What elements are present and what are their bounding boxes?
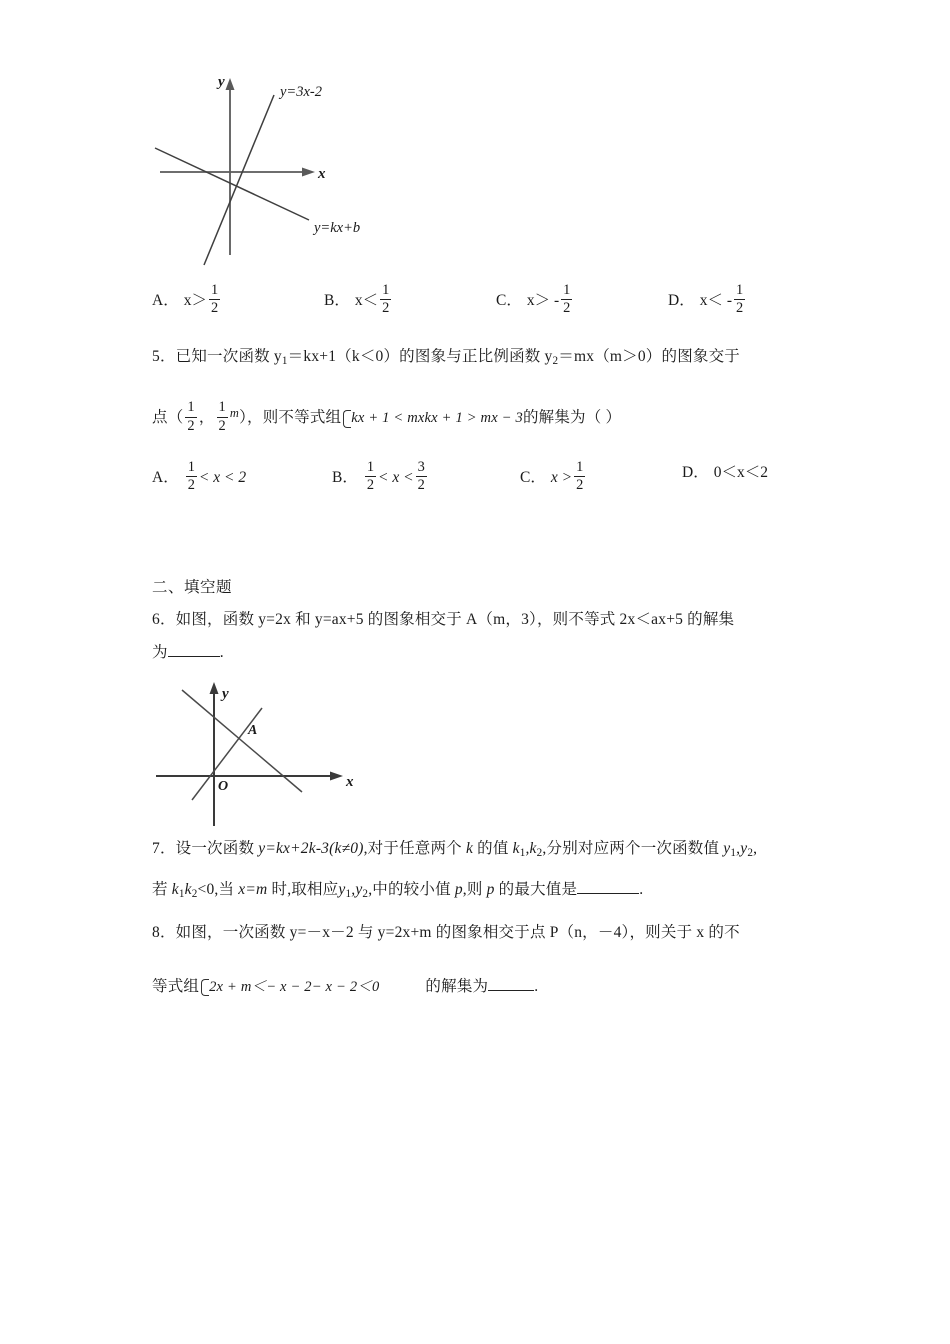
figure-two-lines-point-a (152, 676, 812, 831)
question4-options-row (152, 283, 812, 327)
question8-prefix: 等式组 (152, 978, 200, 996)
option-b-prefix: x＜ (354, 292, 379, 310)
option-b-label: B． (324, 292, 350, 310)
point-x-numerator: 1 (185, 400, 196, 417)
figure-linear-functions-intersection (152, 60, 812, 275)
q7-var-3: k (512, 839, 520, 857)
question8-line2 (152, 975, 812, 999)
option-c-sign: - (553, 292, 560, 310)
q7l2-var-3-sub: 1 (345, 888, 352, 900)
q5b-numerator1: 1 (365, 460, 376, 477)
line1-label: y=3x-2 (280, 84, 322, 100)
question5-point-y-fraction (217, 400, 228, 433)
question5-point-y-suffix: m (229, 406, 240, 421)
q7-var-3-sub2: 2 (536, 846, 543, 859)
question6-answer-suffix: . (219, 644, 224, 662)
q7l2-var-5: p (486, 880, 495, 898)
q5-option-d-text: 0＜x＜2 (713, 463, 768, 481)
q5-option-c[interactable] (520, 460, 587, 493)
question5-number: 5． (152, 348, 176, 365)
q7-seg4: ,分别对应两个一次函数值 (542, 839, 724, 857)
q7l2-seg6: 的最大值是 (494, 880, 578, 898)
question8-mid: 的解集为 (425, 978, 489, 996)
option-c-denominator: 2 (563, 300, 571, 317)
question7-line2 (152, 878, 812, 903)
q7l2-var-3: y (338, 880, 346, 898)
question5-text-a: 已知一次函数 y (175, 348, 282, 365)
point-y-denominator: 2 (218, 417, 226, 434)
option-c-fraction (561, 283, 572, 316)
option-c[interactable] (496, 283, 574, 316)
q7-seg1: 设一次函数 (175, 839, 259, 857)
option-a[interactable] (152, 283, 222, 316)
q5b-numerator2: 3 (416, 460, 427, 477)
question5-text-c: ＝mx（m＞0）的图象交于 (558, 348, 740, 365)
option-a-label: A． (152, 292, 179, 310)
line2-label: y=kx+b (314, 220, 361, 236)
q5a-numerator: 1 (186, 460, 197, 477)
option-d[interactable] (668, 283, 747, 316)
option-d-label: D． (668, 292, 695, 310)
q7l2-end: . (639, 880, 644, 898)
option-d-prefix: x＜ (699, 292, 723, 310)
line-y-3x-minus-2 (204, 95, 274, 265)
figure1-svg (152, 60, 412, 275)
q7l2-seg3: 时,取相应 (267, 880, 339, 898)
q5-option-c-fraction (574, 460, 585, 493)
question8-inequality-system (199, 978, 379, 997)
q7-var-4b: ,y (736, 839, 748, 857)
question6-answer-blank[interactable] (168, 642, 220, 658)
y-axis-arrow-2 (210, 682, 219, 694)
q5-option-a-label: A． (152, 468, 179, 486)
q7l2-var-1: k (171, 880, 179, 898)
q5-option-b[interactable] (332, 460, 429, 493)
q5-option-b-fraction2 (416, 460, 427, 493)
x-axis-label: x (318, 166, 326, 182)
question8-answer-blank[interactable] (488, 976, 534, 992)
q7-var-3-sub: 1 (519, 846, 526, 859)
q5-option-b-mid: < x < (378, 468, 414, 486)
question8-line1 (152, 921, 812, 945)
q7l2-var-1-sub: 1 (178, 888, 185, 900)
q7l2-seg2: <0,当 (197, 880, 239, 898)
q7-var-4: y (723, 839, 731, 857)
option-b-denominator: 2 (382, 300, 390, 317)
question8-system-row2: − x − 2＜0 (311, 979, 380, 996)
q7-var-2: k (465, 839, 474, 857)
page-content (152, 0, 812, 999)
figure2-svg (152, 676, 382, 831)
q5-option-b-label: B． (332, 468, 358, 486)
option-d-numerator: 1 (734, 283, 745, 300)
option-a-prefix: x＞ (183, 292, 207, 310)
question5-point-x-fraction (185, 400, 196, 433)
option-d-denominator: 2 (736, 300, 744, 317)
question5-point-suffix: ），则不等式组 (239, 409, 342, 427)
x-axis-arrow-2 (330, 771, 343, 780)
q7-seg3: 的值 (473, 839, 513, 857)
q7l2-var-1b: k (184, 880, 192, 898)
q5-option-d-label: D． (682, 463, 709, 481)
q5c-numerator: 1 (574, 460, 585, 477)
question7-answer-blank[interactable] (577, 878, 639, 894)
q5-option-d[interactable] (682, 460, 768, 482)
option-a-numerator: 1 (209, 283, 220, 300)
q7l2-var-2: x=m (238, 880, 268, 898)
q5-option-c-prefix: x > (550, 468, 573, 486)
q7l2-var-3b: ,y (351, 880, 363, 898)
q5-option-a-fraction (186, 460, 197, 493)
y-axis-arrow (226, 78, 235, 90)
q7l2-var-4: p (454, 880, 463, 898)
option-a-denominator: 2 (210, 300, 219, 317)
question7-number: 7． (152, 839, 176, 857)
option-b[interactable] (324, 283, 393, 316)
question5-line2 (152, 400, 812, 433)
question6-number: 6． (152, 611, 176, 629)
question6-line2 (152, 641, 812, 665)
question8-text: 如图，一次函数 y=－x－2 与 y=2x+m 的图象相交于点 P（n，－4），则关于 x 的不 (175, 924, 740, 942)
question8-number: 8． (152, 924, 176, 942)
question7-line1 (152, 837, 812, 862)
point-a-label: A (248, 722, 258, 738)
question5-inequality-system (341, 409, 523, 428)
option-d-sign: - (726, 292, 733, 310)
question6-text: 如图，函数 y=2x 和 y=ax+5 的图象相交于 A（m，3），则不等式 2x＜ax+5 的解集 (175, 611, 735, 629)
question8-suffix: . (534, 978, 539, 996)
y-axis-label-2: y (222, 685, 229, 702)
option-b-fraction (380, 283, 391, 316)
option-c-label: C． (496, 292, 522, 310)
q7l2-var-1-sub2: 2 (191, 888, 198, 900)
question6-line1 (152, 608, 812, 632)
question5-sub-2: 2 (552, 355, 559, 368)
line-y-kx-plus-b (155, 148, 309, 220)
q5b-denominator2: 2 (417, 476, 425, 493)
origin-label: O (218, 778, 229, 794)
question5-point-comma: ， (198, 409, 215, 427)
q7-var-1: y=kx+2k-3(k≠0) (258, 839, 364, 857)
q5b-denominator1: 2 (366, 476, 375, 493)
option-c-prefix: x＞ (526, 292, 551, 310)
question8-system-row1: 2x + m＜− x − 2 (209, 979, 312, 996)
point-y-numerator: 1 (217, 400, 228, 417)
q7-seg5: , (753, 839, 758, 857)
question6-answer-prefix: 为 (152, 644, 168, 662)
question5-system-row1: kx + 1 < mx (351, 410, 425, 427)
q5-option-a-mid: < x < 2 (198, 468, 247, 486)
q7l2-seg5: ,则 (462, 880, 487, 898)
q5-option-b-fraction1 (365, 460, 376, 493)
question5-line1 (152, 345, 812, 370)
q5-option-a[interactable] (152, 460, 246, 493)
question5-tail: 的解集为（ ） (522, 409, 622, 427)
question5-options-row (152, 460, 812, 506)
q7-var-4-sub: 1 (730, 846, 737, 859)
section2-heading: 二、填空题 (152, 578, 233, 596)
q7l2-seg1: 若 (152, 880, 172, 898)
y-axis-label: y (218, 74, 225, 90)
question5-sub-1: 1 (281, 355, 288, 368)
x-axis-label-2: x (346, 773, 354, 790)
x-axis-arrow (302, 168, 315, 177)
q7-seg2: ,对于任意两个 (363, 839, 466, 857)
point-x-denominator: 2 (187, 417, 195, 434)
option-d-fraction (734, 283, 745, 316)
q7l2-var-3-sub2: 2 (362, 888, 369, 900)
q7l2-seg4: ,中的较小值 (368, 880, 455, 898)
q7-var-4-sub2: 2 (747, 846, 754, 859)
q5a-denominator: 2 (187, 476, 195, 493)
option-a-fraction (209, 283, 220, 316)
option-c-numerator: 1 (561, 283, 572, 300)
q7-var-3b: ,k (525, 839, 537, 857)
question5-text-b: ＝kx+1（k＜0）的图象与正比例函数 y (287, 348, 553, 365)
question5-point-prefix: 点（ (152, 409, 184, 427)
q5-option-c-label: C． (520, 468, 546, 486)
q5c-denominator: 2 (576, 476, 584, 493)
question5-system-row2: kx + 1 > mx − 3 (424, 410, 523, 427)
option-b-numerator: 1 (380, 283, 391, 300)
